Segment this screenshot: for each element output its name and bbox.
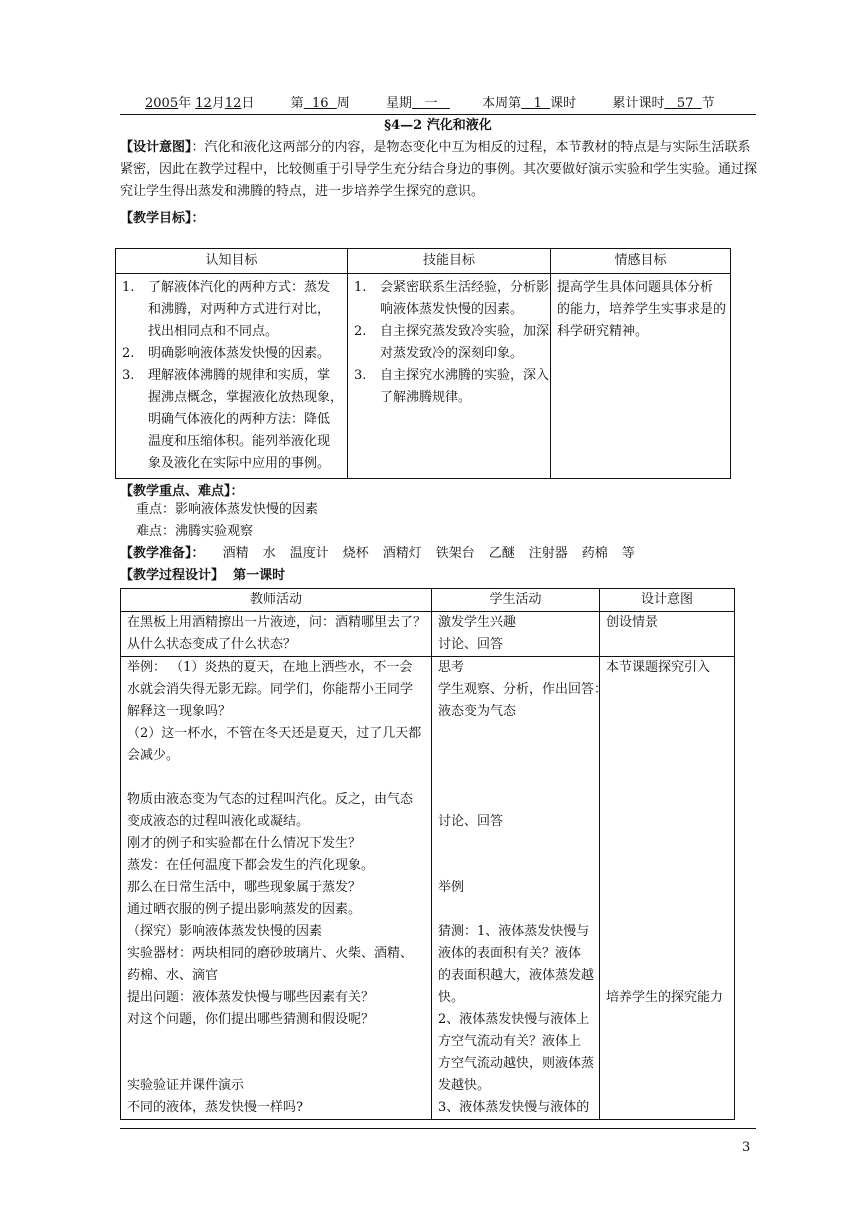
month-suffix: 月 (211, 96, 225, 111)
student-activity-line: 方空气流动有关？液体上 (438, 1034, 582, 1049)
skill-goal-line: 自主探究蒸发致冷实验，加深 (380, 324, 550, 339)
student-activity (432, 657, 608, 1120)
design-intent-label: 【设计意图】 (120, 140, 192, 155)
teacher-activity-line: 提出问题：液体蒸发快慢与哪些因素有关？ (127, 990, 375, 1005)
total-prefix: 累计课时 (612, 96, 665, 111)
year-value: 2005 (145, 96, 179, 111)
design-intent-line-3: 究让学生得出蒸发和沸腾的特点，进一步培养学生探究的意识。 (120, 184, 485, 199)
skill-goal-number: 1. (354, 280, 367, 295)
student-activity-line: 方空气流动越快，则液体蒸 (438, 1056, 595, 1071)
preparation-item: 酒精灯 (382, 546, 422, 561)
lesson-value: 1 (533, 96, 542, 111)
goals-body-row (116, 274, 731, 479)
cognitive-goal-line: 温度和压缩体积。能列举液化现 (148, 434, 331, 449)
cognitive-goal-line: 和沸腾，对两种方式进行对比， (148, 302, 331, 317)
preparation-item: 等 (621, 546, 635, 561)
cognitive-goal-number: 2. (122, 346, 135, 361)
skill-goals-list (354, 277, 550, 409)
year-suffix: 年 (178, 96, 192, 111)
cognitive-goal-item (122, 277, 341, 343)
emotion-line: 提高学生具体问题具体分析 (557, 280, 714, 295)
preparation-item: 酒精 (222, 546, 249, 561)
teacher-activity-line: 实验验证并课件演示 (127, 1078, 245, 1093)
teacher-activity-line: 对这个问题，你们提出哪些猜测和假设呢？ (127, 1012, 375, 1027)
student-activity-line: 举例 (438, 880, 465, 895)
design-intent-cell (600, 657, 735, 1120)
design-intent-cell-line (606, 723, 728, 745)
design-intent (120, 137, 756, 203)
week-suffix: 周 (336, 96, 350, 111)
goals-label: 【教学目标】： (120, 211, 205, 226)
student-activity-line: 2、液体蒸发快慢与液体上 (438, 1012, 590, 1027)
teacher-activity-line: 变成液态的过程叫液化或凝结。 (127, 814, 310, 829)
teacher-activity-line: 举例： （1）炎热的夏天，在地上洒些水，不一会 (127, 660, 413, 675)
cognitive-goal-number: 1. (122, 280, 135, 295)
teacher-activity-line: 解释这一现象吗？ (127, 704, 232, 719)
design-intent-cell-line: 培养学生的探究能力 (606, 990, 724, 1005)
preparation-item: 铁架台 (435, 546, 475, 561)
teacher-activity-line: 蒸发：在任何温度下都会发生的汽化现象。 (127, 858, 375, 873)
cognitive-goal-line: 明确影响液体蒸发快慢的因素。 (148, 346, 331, 361)
student-activity-line: 讨论、回答 (438, 637, 504, 652)
week-value: 16 (311, 96, 329, 111)
preparation-item: 注射器 (528, 546, 568, 561)
cognitive-goal-line: 明确气体液化的两种方法：降低 (148, 412, 331, 427)
preparation-item: 温度计 (289, 546, 329, 561)
skill-goal-line: 了解沸腾规律。 (380, 390, 472, 405)
teacher-activity (121, 657, 432, 1120)
design-intent-cell-line (606, 855, 728, 877)
design-intent-cell-line (606, 965, 728, 987)
goals-table (115, 248, 731, 479)
teacher-activity-line: 在黑板上用酒精擦出一片液迹，问：酒精哪里去了？ (127, 615, 427, 630)
cognitive-goal-line: 了解液体汽化的两种方式：蒸发 (148, 280, 331, 295)
student-activity-line: 猜测：1、液体蒸发快慢与 (438, 924, 590, 939)
process-session: 第一课时 (233, 568, 286, 583)
design-intent-cell-line: 本节课题探究引入 (606, 660, 711, 675)
process-row (121, 612, 735, 657)
teacher-activity-line: 刚才的例子和实验都在什么情况下发生？ (127, 836, 362, 851)
teacher-activity-line: （探究）影响液体蒸发快慢的因素 (127, 924, 323, 939)
design-intent-cell-line (606, 899, 728, 921)
student-activity-line: 的表面积越大，液体蒸发越 (438, 968, 595, 983)
skill-goal-line: 响液体蒸发快慢的因素。 (380, 302, 524, 317)
teacher-activity-line: 水就会消失得无影无踪。同学们，你能帮小王同学 (127, 682, 414, 697)
emotion-line: 的能力，培养学生实事求是的 (557, 302, 727, 317)
design-intent-cell (600, 612, 735, 657)
process-header-intent: 设计意图 (600, 589, 735, 612)
skill-goal-line: 自主探究水沸腾的实验，深入 (380, 368, 550, 383)
student-activity-line: 3、液体蒸发快慢与液体的 (438, 1100, 590, 1115)
cognitive-goal-line: 找出相同点和不同点。 (148, 324, 279, 339)
preparation-item: 乙醚 (488, 546, 515, 561)
preparation (120, 542, 649, 566)
process-label-text: 【教学过程设计】 (120, 568, 225, 583)
student-activity-line (438, 789, 593, 811)
student-activity-line: 液态变为气态 (438, 704, 517, 719)
design-intent-cell-line (606, 679, 728, 701)
process-header-teacher: 教师活动 (121, 589, 432, 612)
student-activity-line: 激发学生兴趣 (438, 615, 517, 630)
day-value: 12 (224, 96, 242, 111)
goals-header-row (116, 249, 731, 274)
teacher-activity-line: 会减少。 (127, 748, 180, 763)
skill-goal-number: 3. (354, 368, 367, 383)
footer-rule (120, 1128, 756, 1129)
design-intent-cell-line (606, 921, 728, 943)
teacher-activity-line: 从什么状态变成了什么状态？ (127, 637, 297, 652)
total-value: 57 (676, 96, 694, 111)
process-table (120, 588, 735, 1120)
date-header (145, 92, 715, 116)
section-title: §4—2 汽化和液化 (384, 118, 492, 133)
design-intent-line-1: ：汽化和液化这两部分的内容，是物态变化中互为相反的过程，本节教材的特点是与实际生活联系 (191, 140, 751, 155)
student-activity-line: 思考 (438, 660, 465, 675)
cognitive-goal-item (122, 343, 341, 365)
skill-goal-item (354, 277, 550, 321)
weekday-value: 一 (424, 96, 438, 111)
preparation-items (223, 546, 649, 561)
preparation-item: 烧杯 (342, 546, 369, 561)
cognitive-goals-list (122, 277, 344, 475)
goals-header-cognitive: 认知目标 (116, 249, 348, 274)
skill-goal-item (354, 321, 550, 365)
design-intent-cell-line (606, 833, 728, 855)
skill-goal-number: 2. (354, 324, 367, 339)
teacher-activity-line: 药棉、水、滴官 (127, 968, 219, 983)
lesson-prefix: 本周第 (482, 96, 522, 111)
emotion-goals-cell (551, 274, 731, 479)
key-focus: 重点：影响液体蒸发快慢的因素 (136, 502, 319, 517)
design-intent-cell-line (606, 701, 728, 723)
student-activity (432, 612, 600, 657)
cognitive-goal-number: 3. (122, 368, 135, 383)
process-label (120, 564, 285, 588)
goals-header-emotion: 情感目标 (551, 249, 731, 274)
skill-goals-cell (348, 274, 551, 479)
preparation-label: 【教学准备】： (120, 546, 205, 561)
key-points-label: 【教学重点、难点】： (120, 484, 244, 499)
student-activity-line (438, 833, 593, 855)
skill-goal-line: 对蒸发致冷的深刻印象。 (380, 346, 524, 361)
teacher-activity-line: 不同的液体，蒸发快慢一样吗? (127, 1100, 303, 1115)
design-intent-cell-line (606, 789, 728, 811)
teacher-activity-line (127, 1053, 425, 1075)
teacher-activity-line: 通过晒衣服的例子提出影响蒸发的因素。 (127, 902, 362, 917)
design-intent-cell-line: 创设情景 (606, 615, 659, 630)
goals-header-skill: 技能目标 (348, 249, 551, 274)
process-header-student: 学生活动 (432, 589, 600, 612)
student-activity-line: 发越快。 (438, 1078, 491, 1093)
cognitive-goal-line: 象及液化在实际中应用的事例。 (148, 456, 331, 471)
student-activity-line (438, 767, 593, 789)
preparation-item: 药棉 (581, 546, 608, 561)
student-activity-line (438, 855, 593, 877)
skill-goal-line: 会紧密联系生活经验，分析影 (380, 280, 550, 295)
cognitive-goal-line: 理解液体沸腾的规律和实质，掌 (148, 368, 331, 383)
total-suffix: 节 (701, 96, 715, 111)
student-activity-line (438, 899, 593, 921)
month-value: 12 (195, 96, 212, 111)
process-row (121, 657, 735, 1120)
emotion-line: 科学研究精神。 (557, 324, 649, 339)
cognitive-goals-cell (116, 274, 348, 479)
design-intent-cell-line (606, 877, 728, 899)
teacher-activity-line: 实验器材：两块相同的磨砂玻璃片、火柴、酒精、 (127, 946, 414, 961)
teacher-activity-line: （2）这一杯水，不管在冬天还是夏天，过了几天都 (127, 726, 422, 741)
design-intent-cell-line (606, 745, 728, 767)
cognitive-goal-item (122, 365, 344, 475)
teacher-activity (121, 612, 432, 657)
student-activity-line: 学生观察、分析，作出回答： (438, 682, 608, 697)
student-activity-line: 液体的表面积有关？液体 (438, 946, 582, 961)
teacher-activity-line (127, 767, 425, 789)
page-number: 3 (742, 1140, 751, 1155)
teacher-activity-line: 物质由液态变为气态的过程叫汽化。反之，由气态 (127, 792, 414, 807)
key-difficulty: 难点：沸腾实验观察 (136, 524, 254, 539)
lesson-suffix: 课时 (550, 96, 577, 111)
design-intent-line-2: 紧密，因此在教学过程中，比较侧重于引导学生充分结合身边的事例。其次要做好演示实验和学生实验。通过探 (120, 162, 758, 177)
week-prefix: 第 (290, 96, 304, 111)
design-intent-cell-line (606, 767, 728, 789)
weekday-prefix: 星期 (386, 96, 413, 111)
design-intent-cell-line (606, 943, 728, 965)
skill-goal-item (354, 365, 550, 409)
student-activity-line: 讨论、回答 (438, 814, 504, 829)
preparation-item: 水 (262, 546, 276, 561)
cognitive-goal-line: 握沸点概念，掌握液化放热现象， (148, 390, 344, 405)
student-activity-line: 快。 (438, 990, 465, 1005)
design-intent-cell-line (606, 811, 728, 833)
process-header-row (121, 589, 735, 612)
student-activity-line (438, 745, 593, 767)
student-activity-line (438, 723, 593, 745)
teacher-activity-line: 那么在日常生活中，哪些现象属于蒸发？ (127, 880, 362, 895)
teacher-activity-line (127, 1031, 425, 1053)
day-suffix: 日 (241, 96, 255, 111)
